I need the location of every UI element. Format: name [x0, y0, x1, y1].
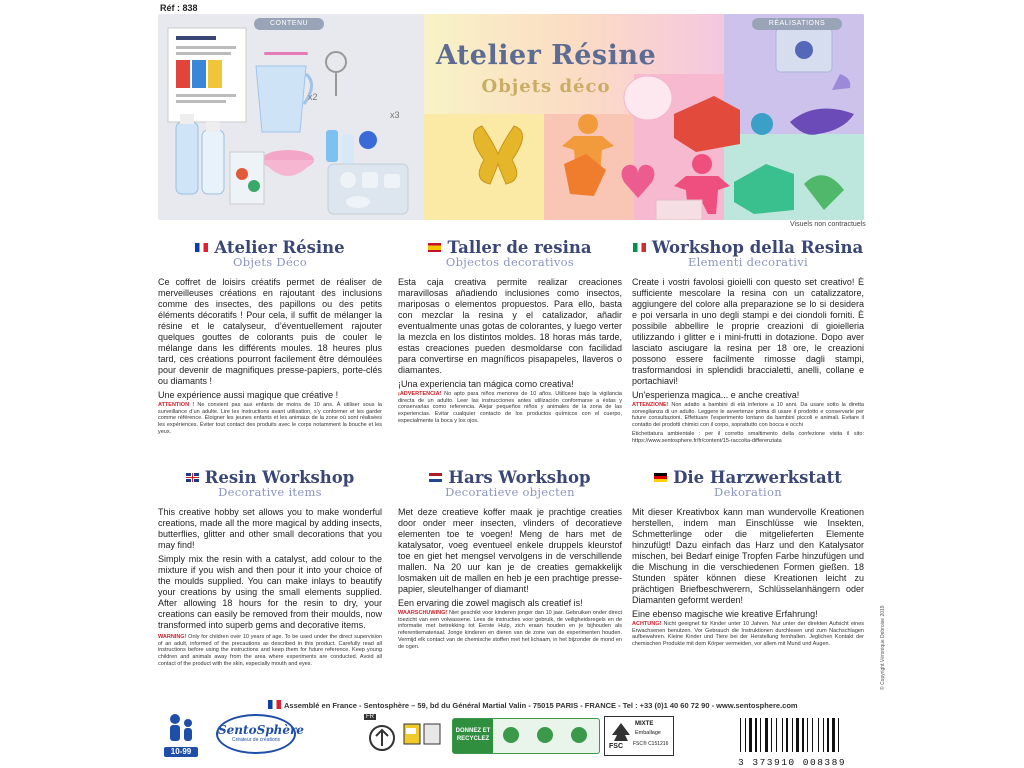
barcode-bars — [738, 718, 868, 752]
section-english-title: Resin Workshop — [204, 467, 355, 487]
barcode-bar — [776, 718, 777, 752]
section-german-title: Die Harzwerkstatt — [673, 467, 842, 487]
section-spanish-body — [398, 277, 622, 425]
barcode-bar — [823, 718, 824, 752]
barcode-bar — [782, 718, 783, 752]
fsc-packaging: Emballage — [635, 730, 661, 736]
donate-recycle-banner — [452, 718, 600, 754]
section-dutch-lead: Een ervaring die zowel magisch als creatief is! — [398, 598, 583, 608]
triman-icon — [364, 714, 400, 754]
brand-logo — [216, 714, 304, 754]
barcode-bar — [807, 718, 808, 752]
flag-france-icon — [195, 243, 208, 252]
section-french — [158, 236, 382, 436]
barcode-bar — [832, 718, 835, 752]
section-english-subtitle: Decorative items — [218, 485, 322, 499]
warning-label: WARNING! — [158, 634, 187, 640]
flag-germany-icon — [654, 473, 667, 482]
flag-netherlands-icon — [429, 473, 442, 482]
barcode-bar — [749, 718, 752, 752]
copyright-note: © Copyright Véronique Debroise 2019 — [880, 605, 886, 690]
fsc-mixte: MIXTE — [635, 721, 654, 727]
section-french-subtitle: Objets Déco — [232, 255, 308, 269]
fsc-label — [604, 716, 674, 756]
warning-text: Non adatto a bambini di età inferiore a 10 anni. Da usare sotto la diretta sorveglianza di un adulto. Leggere le avvertenze prima di usare il prodotto e conservarle per future consultazioni. Effettuare l’esperimento lontano da bambini piccoli e animali. Evitare il contatto dei prodotti chimici con il corpo, soprattutto con bocca e occhi — [632, 402, 864, 429]
triman-logo — [364, 714, 400, 754]
fsc-wordmark: FSC — [609, 743, 623, 750]
section-german-body — [632, 507, 864, 648]
warning-label: ¡ADVERTENCIA! — [398, 391, 442, 397]
flag-uk-icon — [186, 473, 199, 482]
flag-italy-icon — [633, 243, 646, 252]
section-german-warning — [632, 621, 864, 648]
section-dutch-body — [398, 507, 622, 650]
barcode-bar — [838, 718, 839, 752]
section-english-body — [158, 507, 382, 668]
barcode-bar — [760, 718, 761, 752]
section-french-text: Ce coffret de loisirs créatifs permet de réaliser de merveilleuses créations en rajoutant des inclusions comme des insectes, des papillons ou des petits éléments décoratifs ! Pour cela, il suffit de mélanger la résine et le catalyseur, d’éventuellement rajouter quelques gouttes de colorants puis de couler le mélange dans les différents moules. 18 heures plus tard, ces créations pourront facilement être démoulées pour devenir de magnifiques presse-papiers, porte-clés ou diamants ! — [158, 277, 382, 386]
age-range: 10-99 — [164, 747, 198, 757]
warning-text: Nicht geeignet für Kinder unter 10 Jahren. Nur unter der direkten Aufsicht eines Erwachsenen benutzen. Vor Gebrauch die Instruktionen durchlesen und zum Nachschlagen aufbewahren. Kleine Kinder und Tiere bei der Herstellung fernhalten. Jeglichen Kontakt der chemischen Produkte mit dem Körper vermeiden, vor allem mit Mund und Augen. — [632, 621, 864, 648]
section-dutch — [398, 466, 622, 650]
banner-subtitle: Objets déco — [481, 76, 611, 97]
section-italian-subtitle: Elementi decorativi — [687, 255, 808, 269]
brand-name: SentoSphère — [218, 723, 304, 737]
section-italian-title: Workshop della Resina — [651, 237, 864, 257]
section-french-warning — [158, 402, 382, 436]
recycle-steps-icons — [495, 719, 599, 753]
contents-tag: CONTENU — [254, 18, 324, 30]
assembly-address-text: Assemblé en France - Sentosphère – 59, bd du Général Martial Valin - 75015 PARIS - FRANCE - Tel : +33 (0)1 40 60 72 90 - www.sentosphere.com — [284, 701, 798, 710]
quantity-label-keyrings: x3 — [390, 110, 400, 120]
flag-france-icon — [268, 700, 281, 709]
section-spanish-warning — [398, 391, 622, 425]
section-english-text-2: Simply mix the resin with a catalyst, add colour to the mixture if you wish and then pour it into your choice of the moulds supplied. You can make inlays to beautify your creations by using the small elements supplied. After allowing 18 hours for the resin to dry, your creations can easily be removed from their moulds, now transformed into superb gems and decorative items. — [158, 554, 382, 630]
barcode-bar — [745, 718, 746, 752]
barcode-bar — [796, 718, 799, 752]
visuals-disclaimer: Visuels non contractuels — [790, 221, 866, 228]
warning-text: Niet geschikt voor kinderen jonger dan 10 jaar. Gebruiken onder direct toezicht van een volwassene. Lees de instructies voor gebruik, de veiligheidsregels en de informatie met betrekking tot Eerste Hulp, zich eraan houden en je bijhouden als referentiemateriaal. Jonge kinderen en dieren van de zone van de experimenten houden. Vermijd elk contact van de chemische stoffen met het lichaam, in het bijzonder de mond en de ogen. — [398, 610, 622, 650]
barcode-bar — [792, 718, 793, 752]
section-german-lead: Eine ebenso magische wie kreative Erfahrung! — [632, 609, 818, 619]
barcode-bar — [827, 718, 829, 752]
quantity-label-cups: x2 — [308, 92, 318, 102]
section-italian-lead: Un'esperienza magica... e anche creativa! — [632, 390, 800, 400]
section-spanish — [398, 236, 622, 425]
kit-contents-illustration — [158, 14, 424, 220]
section-english — [158, 466, 382, 668]
sorting-pictogram — [402, 718, 444, 746]
section-italian-text: Create i vostri favolosi gioielli con questo set creativo! È sufficiente mescolare la resina con un catalizzatore, aggiungere del colore alla preparazione se lo si desidera e poi versarla in uno degli stampi e dei ciondoli forniti. È possibile abbellire le proprie creazioni di gioielleria utilizzando i glitter e i mini-frutti in dotazione. Dopo aver lasciato asciugare la resina per 18 ore, le creazioni possono essere facilmente rimosse dagli stampi, trasformandosi in splendidi braccialetti, anelli, collane e portachiavi! — [632, 277, 864, 386]
barcode-bar — [740, 718, 741, 752]
section-italian — [632, 236, 864, 444]
banner-title: Atelier Résine — [435, 40, 657, 71]
warning-text: Only for children over 10 years of age. To be used under the direct supervision of an adult, informed of the precautions as described in this product. Carefully read all instructions before using the instructions and keep them for future reference. Keep young children and animals away from the area where experiments are conducted. Avoid all contact of the product with the skin, especially mouth and eyes. — [158, 634, 382, 667]
section-german — [632, 466, 864, 648]
section-dutch-warning — [398, 610, 622, 650]
section-spanish-text: Esta caja creativa permite realizar creaciones maravillosas añadiendo inclusiones como insectos, mariposas o elementos propuestos. Para ello, basta con mezclar la resina y el catalizador, añadir eventualmente unas gotas de colorantes, y luego verter la mezcla en los distintos moldes. 18 horas más tarde, estas creaciones pueden desmoldarse con facilidad para convertirse en magníficos pisapapeles, llaveros o diamantes. — [398, 277, 622, 375]
flag-spain-icon — [428, 243, 441, 252]
section-italian-env-label: Etichettatura ambientale : per il corretto smaltimento della confezione visita il sito: https://www.sentosphere.fr/fr/content/15-raccolta-differenziata — [632, 430, 864, 444]
section-english-warning — [158, 634, 382, 668]
section-dutch-text: Met deze creatieve koffer maak je prachtige creaties door onder meer insecten, vlinders of decoratieve elementen toe te voegen! Meng de hars met de katalysator, voeg eventueel enkele druppels kleurstof toe en giet het mengsel vervolgens in de verschillende mallen. Na 20 uur kan je de creaties gemakkelijk losmaken uit de mallen en heb je een prachtige presse-papier, sleutelhanger of diamant! — [398, 507, 622, 594]
barcode-bar — [818, 718, 819, 752]
section-dutch-title: Hars Workshop — [448, 467, 591, 487]
section-french-body — [158, 277, 382, 436]
section-german-text: Mit dieser Kreativbox kann man wundervolle Kreationen herstellen, indem man Einschlüsse wie Insekten, Schmetterlinge oder die mitgelieferten Elemente hinzufügt! Dazu einfach das Harz und den Katalysator mischen, bei Bedarf einige Tropfen Farbe hinzufügen und die Mischung in die verschiedenen Formen gießen. 18 Stunden später können diese Kreationen leicht zu prächtigen Briefbeschwerern, Schlüsselanhängern oder Diamanten geformt werden! — [632, 507, 864, 605]
section-german-subtitle: Dekoration — [714, 485, 782, 499]
age-badge — [164, 712, 198, 756]
contents-panel — [158, 14, 424, 220]
product-banner — [158, 14, 864, 220]
section-french-title: Atelier Résine — [214, 237, 345, 257]
section-spanish-title: Taller de resina — [447, 237, 592, 257]
country-tag: FR — [366, 714, 374, 720]
warning-text: No apto para niños menores de 10 años. Utilícese bajo la vigilancia directa de un adulto. Leer las instrucciones antes utilización conformarse a éstas y conservarlas como referencia. Alejar pequeños niños y animales de la zona de las experiencias. Evitar cualquier contacto de los productos químicos con el cuerpo, especialmente la boca y los ojos. — [398, 391, 622, 424]
barcode-bar — [755, 718, 757, 752]
section-english-text-1: This creative hobby set allows you to make wonderful creations, made all the more magical by adding insects, butterflies, glitter and other small decorations that you may find! — [158, 507, 382, 550]
warning-text: Ne convient pas aux enfants de moins de 10 ans. À utiliser sous la surveillance d’un adulte. Lire les instructions avant utilisation, s’y conformer et les garder comme référence. Éloigner les jeunes enfants et les animaux de la zone où sont réalisées les expériences. Éviter tout contact des produits avec le corps notamment la bouche et les yeux. — [158, 402, 382, 435]
barcode-number: 3 373910 008389 — [738, 757, 847, 768]
barcode-bar — [765, 718, 768, 752]
assembly-address — [268, 700, 798, 710]
warning-label: ACHTUNG! — [632, 621, 662, 627]
fsc-code: FSC® C151216 — [633, 741, 669, 747]
barcode-bar — [802, 718, 804, 752]
section-spanish-subtitle: Objectos decorativos — [445, 255, 575, 269]
barcode-bar — [771, 718, 772, 752]
reference-number: Réf : 838 — [160, 3, 198, 13]
warning-label: ATTENTION ! — [158, 402, 195, 408]
creations-tag: RÉALISATIONS — [752, 18, 842, 30]
brand-tagline: Créateur de créations — [231, 737, 281, 743]
donate-recycle-label: DONNEZ ET RECYCLEZ — [453, 719, 493, 753]
section-french-lead: Une expérience aussi magique que créative ! — [158, 390, 339, 400]
section-spanish-lead: ¡Una experiencia tan mágica como creativa! — [398, 379, 574, 389]
barcode-bar — [786, 718, 788, 752]
warning-label: WAARSCHUWING! — [398, 610, 448, 616]
barcode-bar — [812, 718, 813, 752]
warning-label: ATTENZIONE! — [632, 402, 669, 408]
bins-icon — [402, 718, 444, 746]
section-italian-warning — [632, 402, 864, 429]
family-icon — [164, 712, 198, 742]
barcode — [738, 718, 868, 768]
section-italian-body — [632, 277, 864, 444]
fsc-tree-icon — [608, 721, 634, 745]
section-dutch-subtitle: Decoratieve objecten — [445, 485, 575, 499]
